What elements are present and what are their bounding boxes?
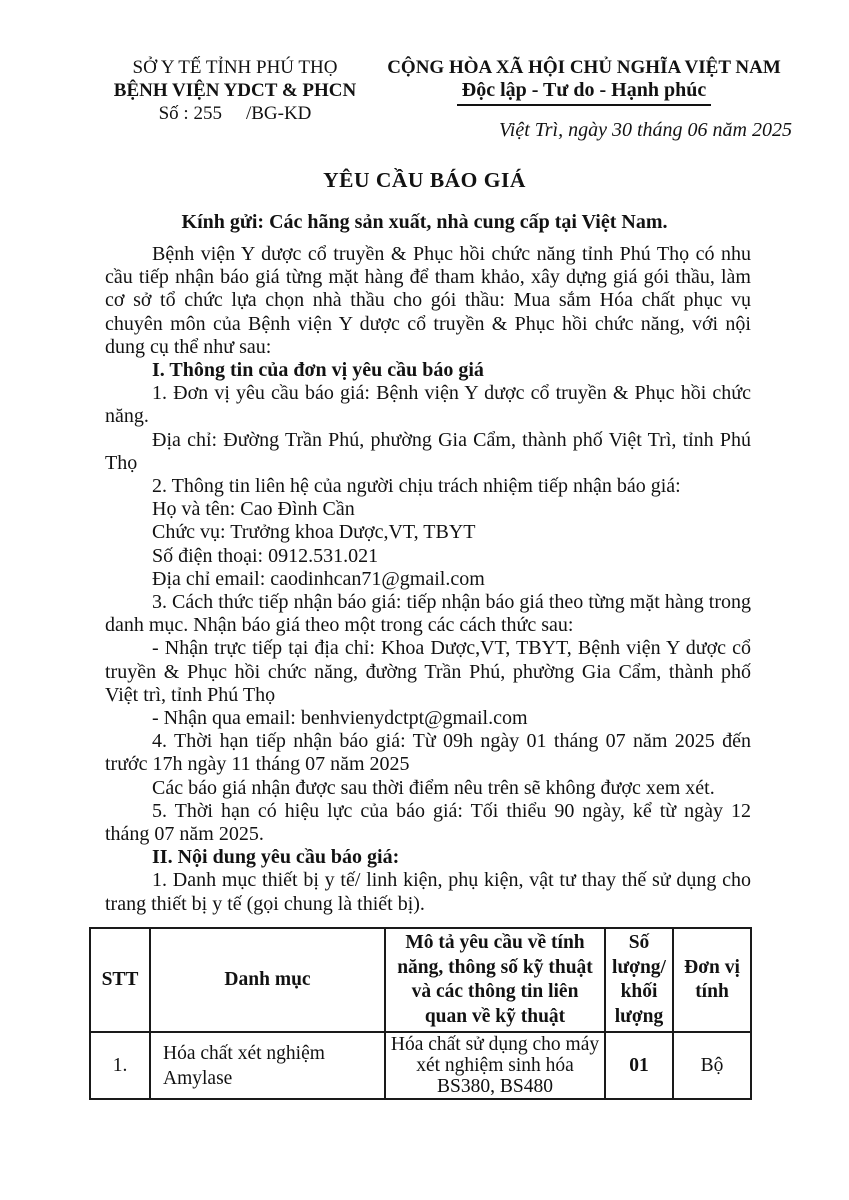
place-date-line: Việt Trì, ngày 30 tháng 06 năm 2025	[499, 119, 792, 141]
national-header-block	[372, 56, 796, 142]
page-title: YÊU CẦU BÁO GIÁ	[323, 168, 526, 192]
issuer-block	[85, 56, 385, 125]
table-header-cell: Danh mục	[150, 928, 385, 1032]
table-header-cell: Số lượng/ khối lượng	[605, 928, 673, 1032]
paragraph: Địa chỉ email: caodinhcan71@gmail.com	[152, 567, 485, 590]
table-header-cell: Mô tả yêu cầu về tính năng, thông số kỹ thuật và các thông tin liên quan về kỹ thuật	[385, 928, 605, 1032]
issuer-organization: BỆNH VIỆN YDCT & PHCN	[113, 80, 357, 101]
issuer-department: SỞ Y TẾ TỈNH PHÚ THỌ	[132, 57, 338, 78]
paragraph: Bệnh viện Y dược cổ truyền & Phục hồi chức năng tỉnh Phú Thọ có nhu cầu tiếp nhận báo giá từng mặt hàng để tham khảo, xây dựng giá gói thầu, làm cơ sở tổ chức lựa chọn nhà thầu cho gói thầu: Mua sắm Hóa chất phục vụ chuyên môn của Bệnh viện Y dược cổ truyền & Phục hồi chức năng, với nội dung cụ thể như sau:	[105, 243, 751, 358]
paragraph: Chức vụ: Trưởng khoa Dược,VT, TBYT	[152, 521, 476, 544]
motto-line	[372, 79, 796, 106]
table-cell: Hóa chất sử dụng cho máy xét nghiệm sinh hóa BS380, BS480	[385, 1032, 605, 1099]
national-title: CỘNG HÒA XÃ HỘI CHỦ NGHĨA VIỆT NAM	[387, 57, 781, 78]
paragraph: 1. Danh mục thiết bị y tế/ linh kiện, phụ kiện, vật tư thay thế sử dụng cho trang thiết bị y tế (gọi chung là thiết bị).	[105, 869, 751, 915]
table-cell: Hóa chất xét nghiệm Amylase	[150, 1032, 385, 1099]
paragraph: - Nhận trực tiếp tại địa chỉ: Khoa Dược,VT, TBYT, Bệnh viện Y dược cổ truyền & Phục hồi chức năng, đường Trần Phú, phường Gia Cẩm, thành phố Việt trì, tỉnh Phú Thọ	[105, 637, 751, 706]
national-motto: Độc lập - Tư do - Hạnh phúc	[457, 79, 711, 106]
quote-table	[89, 927, 752, 1100]
paragraph: Các báo giá nhận được sau thời điểm nêu trên sẽ không được xem xét.	[152, 776, 715, 799]
table-cell: 1.	[90, 1032, 150, 1099]
table-body	[90, 1032, 751, 1099]
table-cell: Bộ	[673, 1032, 751, 1099]
salutation-line: Kính gửi: Các hãng sản xuất, nhà cung cấp tại Việt Nam.	[181, 211, 668, 233]
table-header-cell: Đơn vị tính	[673, 928, 751, 1032]
table-header-row	[90, 928, 751, 1032]
paragraph: Họ và tên: Cao Đình Cần	[152, 498, 355, 521]
paragraph: 5. Thời hạn có hiệu lực của báo giá: Tối thiểu 90 ngày, kể từ ngày 12 tháng 07 năm 2025.	[105, 799, 751, 846]
document-number-suffix: /BG-KD	[245, 103, 312, 124]
paragraph: 1. Đơn vị yêu cầu báo giá: Bệnh viện Y dược cổ truyền & Phục hồi chức năng.	[105, 382, 751, 428]
paragraph: 4. Thời hạn tiếp nhận báo giá: Từ 09h ngày 01 tháng 07 năm 2025 đến trước 17h ngày 11 tháng 07 năm 2025	[105, 730, 751, 776]
paragraph: 3. Cách thức tiếp nhận báo giá: tiếp nhận báo giá theo từng mặt hàng trong danh mục. Nhận báo giá theo một trong các cách thức sau:	[105, 591, 751, 637]
body-paragraphs	[105, 243, 751, 916]
section-heading: II. Nội dung yêu cầu báo giá:	[152, 846, 400, 869]
paragraph: - Nhận qua email: benhvienydctpt@gmail.com	[152, 707, 528, 730]
section-heading: I. Thông tin của đơn vị yêu cầu báo giá	[152, 359, 484, 382]
paragraph: Số điện thoại: 0912.531.021	[152, 544, 379, 567]
table-row	[90, 1032, 751, 1099]
document-number: Số : 255	[158, 103, 222, 124]
paragraph: 2. Thông tin liên hệ của người chịu trách nhiệm tiếp nhận báo giá:	[152, 475, 681, 498]
document-number-line	[85, 102, 385, 125]
table-header-cell: STT	[90, 928, 150, 1032]
table-cell: 01	[605, 1032, 673, 1099]
paragraph: Địa chỉ: Đường Trần Phú, phường Gia Cẩm, thành phố Việt Trì, tỉnh Phú Thọ	[105, 428, 751, 474]
